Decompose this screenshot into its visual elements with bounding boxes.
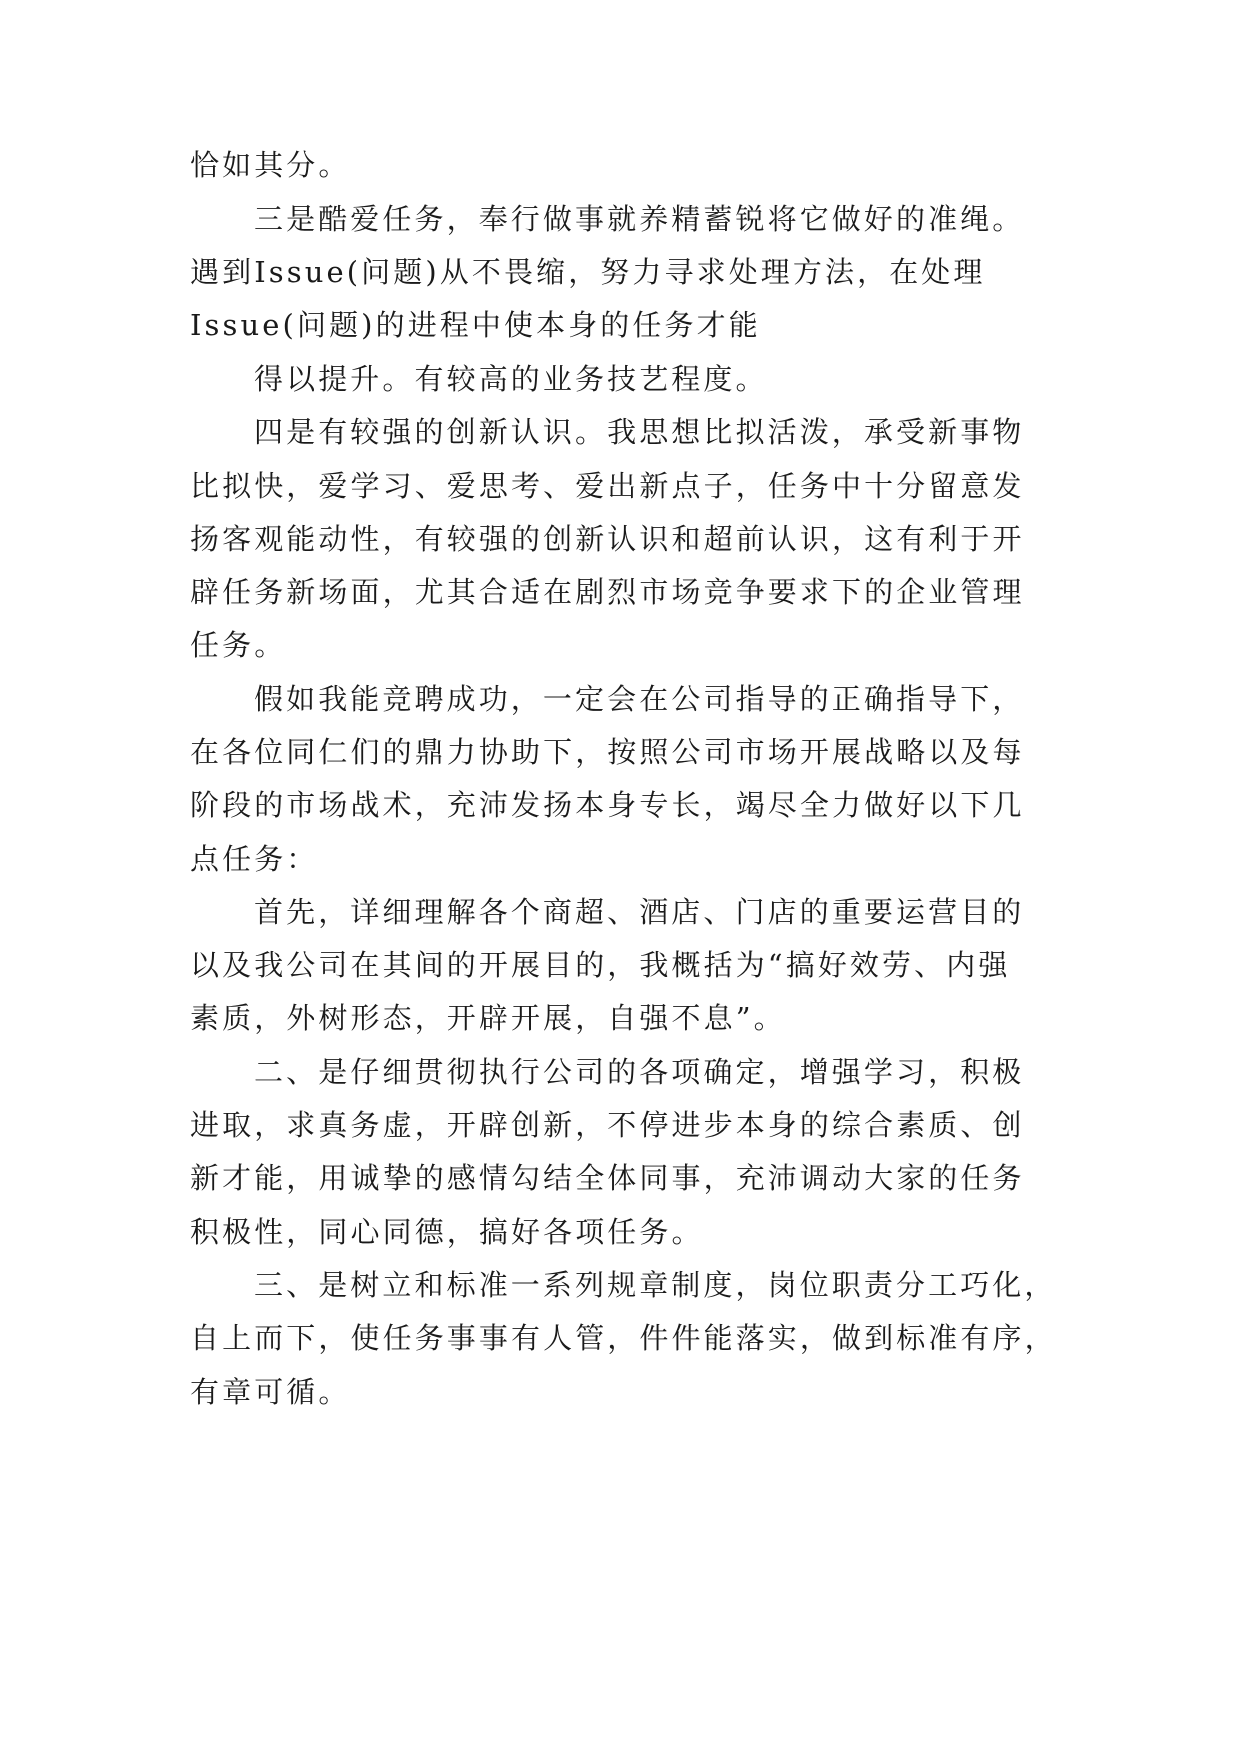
text-line: 有章可循。: [190, 1375, 351, 1409]
text-line: 首先，详细理解各个商超、酒店、门店的重要运营目的: [254, 895, 1025, 929]
text-line: 任务。: [190, 628, 287, 662]
text-line: 在各位同仁们的鼎力协助下，按照公司市场开展战略以及每: [190, 735, 1025, 769]
text-line: 恰如其分。: [190, 148, 351, 182]
text-line: 点任务：: [190, 842, 319, 876]
text-line: 假如我能竞聘成功，一定会在公司指导的正确指导下，: [254, 682, 1025, 716]
text-line: 三、是树立和标准一系列规章制度，岗位职责分工巧化，: [254, 1268, 1057, 1302]
text-line: 进取，求真务虚，开辟创新，不停进步本身的综合素质、创: [190, 1108, 1025, 1142]
text-line: 自上而下，使任务事事有人管，件件能落实，做到标准有序，: [190, 1321, 1057, 1355]
text-line: 二、是仔细贯彻执行公司的各项确定，增强学习，积极: [254, 1055, 1025, 1089]
text-line: 以及我公司在其间的开展目的，我概括为“搞好效劳、内强: [190, 948, 1011, 982]
text-line: 比拟快，爱学习、爱思考、爱出新点子，任务中十分留意发: [190, 469, 1025, 503]
text-line: 三是酷爱任务，奉行做事就养精蓄锐将它做好的准绳。: [254, 202, 1025, 236]
text-line: 四是有较强的创新认识。我思想比拟活泼，承受新事物: [254, 415, 1025, 449]
text-line: 遇到Issue(问题)从不畏缩，努力寻求处理方法，在处理: [190, 255, 986, 289]
text-line: 阶段的市场战术，充沛发扬本身专长，竭尽全力做好以下几: [190, 788, 1025, 822]
text-line: 辟任务新场面，尤其合适在剧烈市场竞争要求下的企业管理: [190, 575, 1025, 609]
text-line: 素质，外树形态，开辟开展，自强不息”。: [190, 1001, 786, 1035]
text-line: 新才能，用诚挚的感情勾结全体同事，充沛调动大家的任务: [190, 1161, 1025, 1195]
text-line: 积极性，同心同德，搞好各项任务。: [190, 1215, 704, 1249]
text-line: 得以提升。有较高的业务技艺程度。: [254, 362, 768, 396]
text-line: 扬客观能动性，有较强的创新认识和超前认识，这有利于开: [190, 522, 1025, 556]
text-line: Issue(问题)的进程中使本身的任务才能: [190, 308, 761, 342]
